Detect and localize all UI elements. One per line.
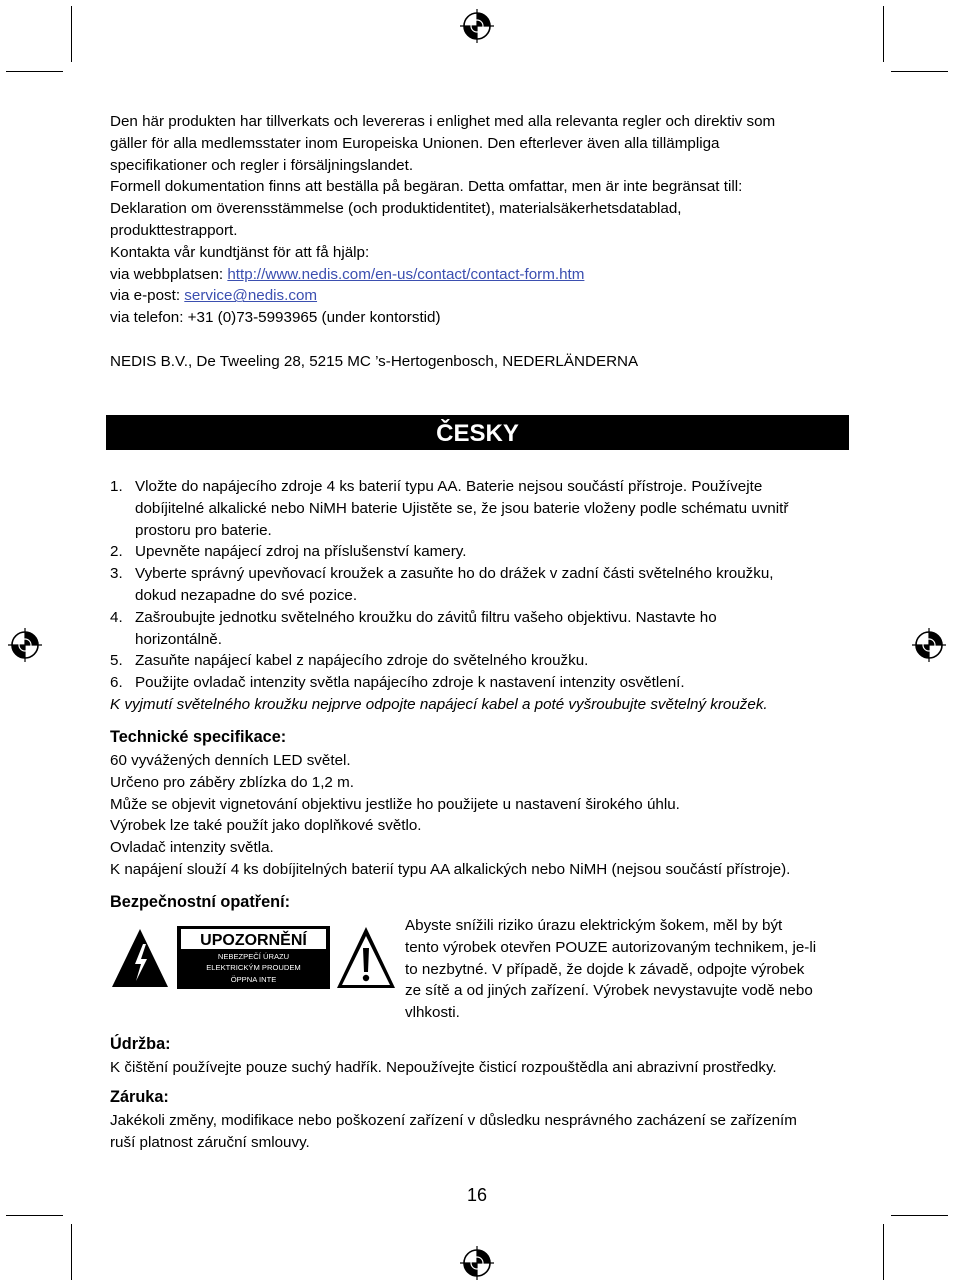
- section-banner: ČESKY: [106, 415, 849, 450]
- step-number: 5.: [110, 652, 123, 670]
- crop-mark: [883, 1224, 884, 1280]
- step-text: Použijte ovladač intenzity světla napájecího zdroje k nastavení intenzity osvětlení.: [135, 674, 685, 692]
- warning-label: [110, 926, 400, 990]
- crop-mark: [883, 6, 884, 62]
- web-prefix: via webbplatsen:: [110, 265, 228, 283]
- crop-mark: [71, 1224, 72, 1280]
- text-line: Kontakta vår kundtjänst för att få hjälp:: [110, 243, 370, 261]
- step-text: Vyberte správný upevňovací kroužek a zasuňte ho do drážek v zadní části světelného kroužku,: [135, 565, 774, 583]
- registration-mark-icon: [460, 9, 494, 43]
- step-number: 3.: [110, 565, 123, 583]
- step-number: 6.: [110, 674, 123, 692]
- step-text: Upevněte napájecí zdroj na příslušenství kamery.: [135, 543, 467, 561]
- note-line: K vyjmutí světelného kroužku nejprve odpojte napájecí kabel a poté vyšroubujte světelný kroužek.: [110, 695, 768, 713]
- lightning-warning-icon: [112, 929, 168, 987]
- warranty-line: Jakékoli změny, modifikace nebo poškození zařízení v důsledku nesprávného zacházení se zařízením: [110, 1112, 797, 1129]
- warranty-heading: Záruka:: [110, 1088, 169, 1106]
- step-text: dobíjitelné alkalické nebo NiMH baterie Ujistěte se, že jsou baterie vloženy podle schématu uvnitř: [135, 499, 789, 517]
- step-text: Zasuňte napájecí kabel z napájecího zdroje do světelného kroužku.: [135, 652, 589, 670]
- registration-mark-icon: [912, 628, 946, 662]
- text-line: produkttestrapport.: [110, 221, 238, 239]
- step-text: horizontálně.: [135, 630, 222, 648]
- step-number: 1.: [110, 478, 123, 495]
- step-number: 2.: [110, 543, 123, 561]
- safety-line: tento výrobek otevřen POUZE autorizovaným technikem, je-li: [405, 938, 817, 956]
- crop-mark: [891, 1215, 948, 1216]
- step-text: prostoru pro baterie.: [135, 521, 272, 539]
- web-contact-line: [110, 264, 850, 286]
- spec-line: Určeno pro záběry zblízka do 1,2 m.: [110, 773, 354, 791]
- safety-text: [405, 915, 850, 1024]
- list-item: [110, 672, 850, 694]
- maintenance-heading: Údržba:: [110, 1035, 171, 1053]
- phone-line: via telefon: +31 (0)73-5993965 (under kontorstid): [110, 309, 441, 327]
- swedish-paragraph: [110, 111, 850, 329]
- text-line: gäller för alla medlemsstater inom Europeiska Unionen. Den efterlever även alla tillämpliga: [110, 134, 720, 152]
- caution-line: ÖPPNA INTE: [230, 975, 277, 984]
- specs-heading: Technické specifikace:: [110, 728, 287, 746]
- step-number: 4.: [110, 608, 123, 626]
- spec-line: K napájení slouží 4 ks dobíjitelných baterií typu AA alkalických nebo NiMH (nejsou součástí přístroje).: [110, 860, 791, 878]
- spec-line: Ovladač intenzity světla.: [110, 839, 274, 857]
- email-prefix: via e-post:: [110, 287, 185, 305]
- safety-heading: Bezpečnostní opatření:: [110, 893, 291, 911]
- step-text: Vložte do napájecího zdroje 4 ks baterií typu AA. Baterie nejsou součástí přístroje. Používejte: [135, 478, 763, 495]
- list-item: [110, 476, 850, 541]
- safety-line: ze sítě a od jiných zařízení. Výrobek nevystavujte vodě nebo: [405, 982, 813, 1000]
- spec-line: Může se objevit vignetování objektivu jestliže ho použijete u nastavení širokého úhlu.: [110, 795, 680, 813]
- exclamation-warning-icon: [337, 927, 395, 988]
- spec-line: Výrobek lze také použít jako doplňkové světlo.: [110, 817, 422, 835]
- list-item: [110, 563, 850, 607]
- page-number: 16: [466, 1185, 488, 1205]
- address-line: NEDIS B.V., De Tweeling 28, 5215 MC ’s-Hertogenbosch, NEDERLÄNDERNA: [110, 353, 639, 370]
- registration-mark-icon: [8, 628, 42, 662]
- caution-title: UPOZORNĚNÍ: [200, 932, 307, 949]
- text-line: Den här produkten har tillverkats och levereras i enlighet med alla relevanta regler och direktiv som: [110, 113, 776, 130]
- registration-mark-icon: [460, 1246, 494, 1280]
- safety-line: to nezbytné. V případě, že dojde k závadě, odpojte výrobek: [405, 960, 805, 978]
- warranty-line: ruší platnost záruční smlouvy.: [110, 1133, 310, 1151]
- text-line: Formell dokumentation finns att beställa på begäran. Detta omfattar, men är inte begränsat till:: [110, 178, 743, 196]
- step-text: Zašroubujte jednotku světelného kroužku do závitů filtru vašeho objektivu. Nastavte ho: [135, 608, 717, 626]
- text-line: specifikationer och regler i försäljningslandet.: [110, 156, 414, 174]
- maintenance-text: K čištění používejte pouze suchý hadřík. Nepoužívejte čisticí rozpouštědla ani abrazivní prostředky.: [110, 1059, 777, 1076]
- caution-line: ELEKTRICKÝM PROUDEM: [206, 963, 301, 972]
- list-item: [110, 541, 850, 563]
- caution-line: NEBEZPEČÍ ÚRAZU: [217, 952, 290, 961]
- warranty-text: [110, 1110, 850, 1154]
- crop-mark: [6, 1215, 63, 1216]
- spec-line: 60 vyvážených denních LED světel.: [110, 752, 351, 769]
- list-item: [110, 650, 850, 672]
- email-link[interactable]: service@nedis.com: [184, 287, 318, 305]
- email-contact-line: [110, 285, 850, 307]
- safety-line: Abyste snížili riziko úrazu elektrickým šokem, měl by být: [405, 917, 783, 934]
- list-item: [110, 607, 850, 651]
- caution-plate: [177, 926, 330, 989]
- crop-mark: [6, 71, 63, 72]
- contact-form-link[interactable]: http://www.nedis.com/en-us/contact/contact-form.htm: [227, 265, 585, 283]
- specs-list: [110, 750, 850, 881]
- instruction-list: [110, 476, 850, 716]
- safety-line: vlhkosti.: [405, 1004, 460, 1022]
- crop-mark: [71, 6, 72, 62]
- crop-mark: [891, 71, 948, 72]
- text-line: Deklaration om överensstämmelse (och produktidentitet), materialsäkerhetsdatablad,: [110, 200, 682, 218]
- step-text: dokud nezapadne do své pozice.: [135, 586, 358, 604]
